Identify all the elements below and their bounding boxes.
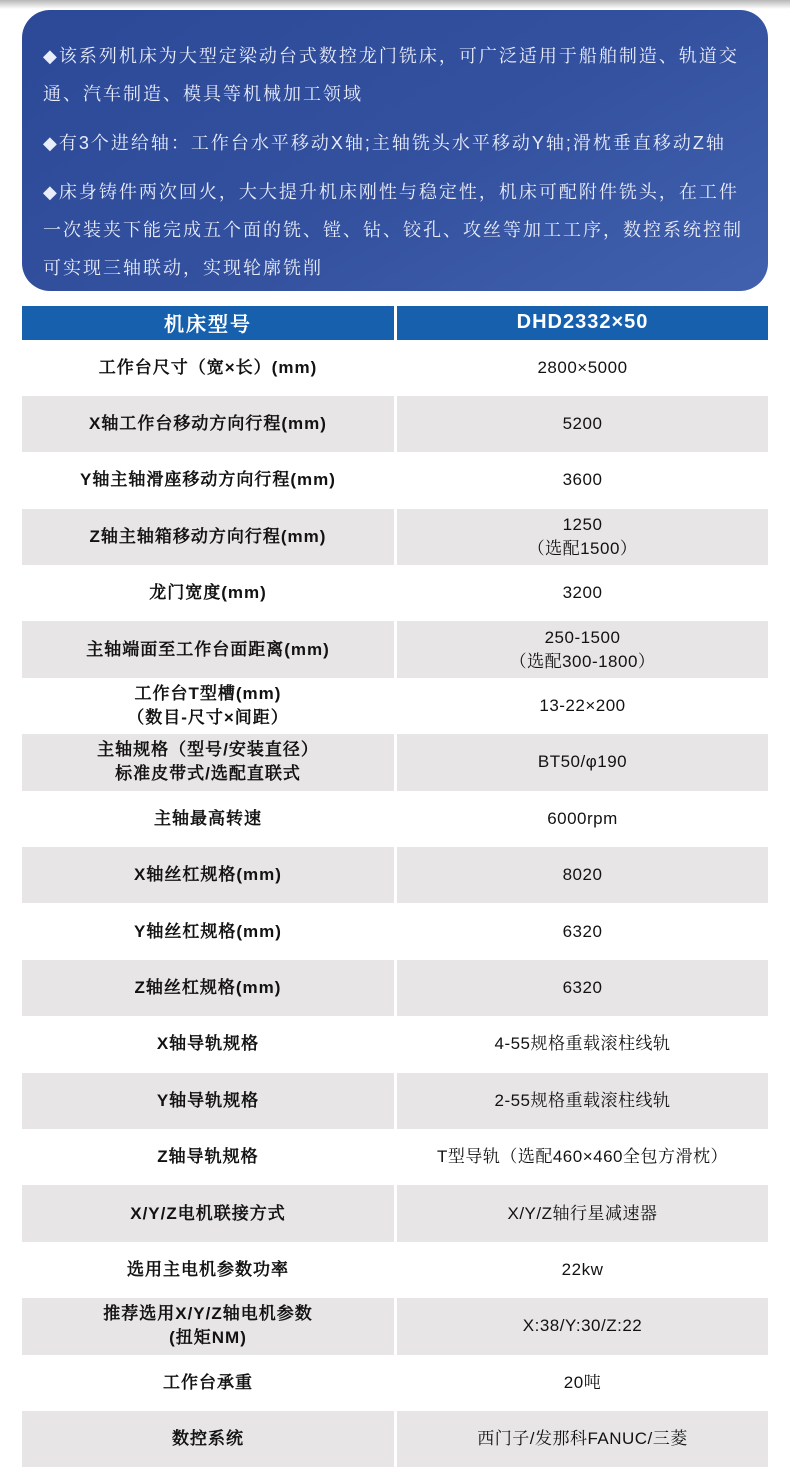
spec-row (22, 396, 768, 452)
spec-value-cell: BT50/φ190 (397, 734, 768, 790)
spec-value-cell: 20吨 (397, 1355, 768, 1411)
spec-value-cell: 13-22×200 (397, 678, 768, 734)
spec-row (22, 509, 768, 565)
intro-card (22, 10, 768, 291)
spec-row (22, 1411, 768, 1467)
spec-value-cell: 2-55规格重载滚柱线轨 (397, 1073, 768, 1129)
spec-value-cell: 5200 (397, 396, 768, 452)
spec-value-cell: X/Y/Z轴行星减速器 (397, 1185, 768, 1241)
spec-label-cell: Y轴导轨规格 (22, 1073, 394, 1129)
spec-row (22, 1185, 768, 1241)
spec-row (22, 452, 768, 508)
spec-row (22, 903, 768, 959)
spec-label-cell: X轴丝杠规格(mm) (22, 847, 394, 903)
spec-row (22, 565, 768, 621)
spec-value-cell: 3600 (397, 452, 768, 508)
spec-row (22, 1129, 768, 1185)
header-model-number: DHD2332×50 (397, 306, 768, 340)
spec-label-cell: 推荐选用X/Y/Z轴电机参数 (扭矩NM) (22, 1298, 394, 1354)
spec-label-cell: 工作台承重 (22, 1355, 394, 1411)
spec-row (22, 1073, 768, 1129)
spec-row (22, 678, 768, 734)
spec-label-cell: X轴工作台移动方向行程(mm) (22, 396, 394, 452)
page-top-shadow (0, 0, 790, 9)
spec-row (22, 791, 768, 847)
spec-rows (22, 340, 768, 1468)
spec-value-cell: 22kw (397, 1242, 768, 1298)
spec-label-cell: 工作台尺寸（宽×长）(mm) (22, 340, 394, 396)
spec-value-cell: 6320 (397, 960, 768, 1016)
spec-label-cell: 龙门宽度(mm) (22, 565, 394, 621)
spec-label-cell: Z轴丝杠规格(mm) (22, 960, 394, 1016)
spec-label-cell: X/Y/Z电机联接方式 (22, 1185, 394, 1241)
spec-value-cell: 2800×5000 (397, 340, 768, 396)
spec-row (22, 340, 768, 396)
spec-label-cell: 选用主电机参数功率 (22, 1242, 394, 1298)
spec-label-cell: X轴导轨规格 (22, 1016, 394, 1072)
spec-label-cell: 主轴端面至工作台面距离(mm) (22, 621, 394, 677)
spec-value-cell: 4-55规格重载滚柱线轨 (397, 1016, 768, 1072)
spec-row (22, 621, 768, 677)
spec-row (22, 847, 768, 903)
spec-table (22, 306, 768, 1467)
spec-value-cell: X:38/Y:30/Z:22 (397, 1298, 768, 1354)
spec-label-cell: Y轴丝杠规格(mm) (22, 903, 394, 959)
header-param-label: 机床型号 (22, 306, 394, 340)
spec-label-cell: 主轴最高转速 (22, 791, 394, 847)
spec-label-cell: Y轴主轴滑座移动方向行程(mm) (22, 452, 394, 508)
spec-value-cell: 1250 （选配1500） (397, 509, 768, 565)
spec-value-cell: 6320 (397, 903, 768, 959)
spec-label-cell: 数控系统 (22, 1411, 394, 1467)
intro-bullets (43, 37, 748, 287)
spec-row (22, 1298, 768, 1354)
spec-label-cell: Z轴主轴箱移动方向行程(mm) (22, 509, 394, 565)
spec-row (22, 1355, 768, 1411)
spec-value-cell: 8020 (397, 847, 768, 903)
spec-value-cell: T型导轨（选配460×460全包方滑枕） (397, 1129, 768, 1185)
spec-row (22, 734, 768, 790)
spec-value-cell: 250-1500 （选配300-1800） (397, 621, 768, 677)
spec-label-cell: 主轴规格（型号/安装直径） 标准皮带式/选配直联式 (22, 734, 394, 790)
intro-bullet: ◆有3个进给轴：工作台水平移动X轴;主轴铣头水平移动Y轴;滑枕垂直移动Z轴 (43, 133, 726, 153)
spec-label-cell: 工作台T型槽(mm) （数目-尺寸×间距） (22, 678, 394, 734)
spec-table-header (22, 306, 768, 340)
spec-row (22, 1016, 768, 1072)
intro-bullet: ◆床身铸件两次回火，大大提升机床刚性与稳定性，机床可配附件铣头，在工件一次装夹下能完成五个面的铣、镗、钻、铰孔、攻丝等加工工序，数控系统控制可实现三轴联动，实现轮廓铣削 (43, 182, 743, 278)
spec-value-cell: 西门子/发那科FANUC/三菱 (397, 1411, 768, 1467)
spec-value-cell: 3200 (397, 565, 768, 621)
spec-label-cell: Z轴导轨规格 (22, 1129, 394, 1185)
spec-row (22, 1242, 768, 1298)
intro-bullet: ◆该系列机床为大型定梁动台式数控龙门铣床，可广泛适用于船舶制造、轨道交通、汽车制造、模具等机械加工领域 (43, 46, 739, 104)
spec-row (22, 960, 768, 1016)
spec-value-cell: 6000rpm (397, 791, 768, 847)
